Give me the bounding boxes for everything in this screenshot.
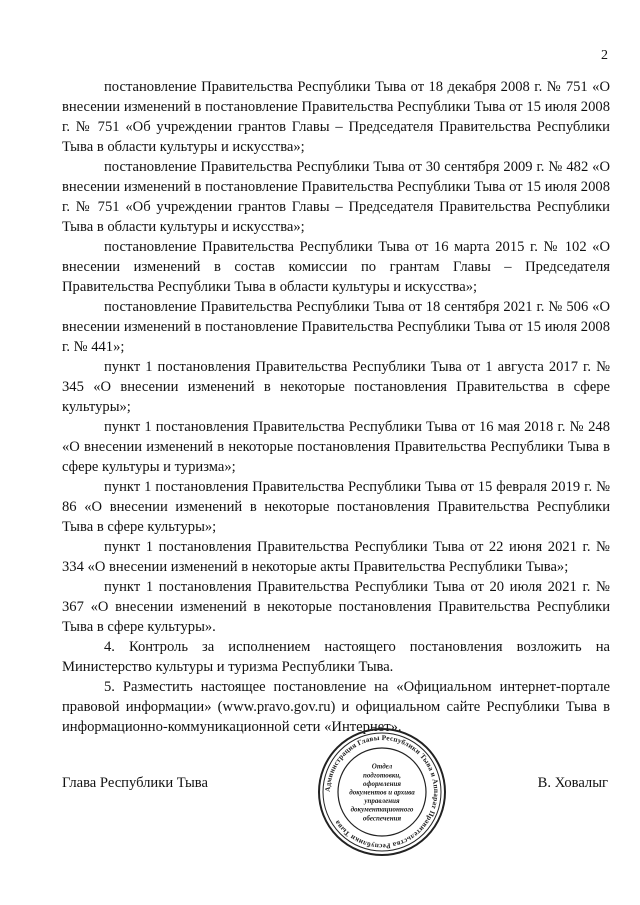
document-body	[62, 77, 610, 737]
paragraph: пункт 1 постановления Правительства Республики Тыва от 16 мая 2018 г. № 248 «О внесении изменений в некоторые постановления Правительства Республики Тыва в сфере культуры и туризма»;	[62, 419, 610, 475]
paragraph: пункт 1 постановления Правительства Республики Тыва от 22 июня 2021 г. № 334 «О внесении изменений в некоторые акты Правительства Республики Тыва»;	[62, 539, 610, 575]
seal-center-line: документов и архива	[349, 788, 415, 797]
signature-position: Глава Республики Тыва	[62, 775, 208, 791]
seal-center-line: управления	[364, 797, 400, 806]
seal-center-line: оформления	[362, 779, 402, 788]
svg-text:Администрация Главы Республики: Администрация Главы Республики Тыва и Аппарат Правительства Республики Тыва	[323, 733, 441, 851]
paragraph: 5. Разместить настоящее постановление на «Официальном интернет-портале правовой информации» (www.pravo.gov.ru) и официальном сайте Республики Тыва в информационно-коммуникационной сети «Интернет».	[62, 679, 610, 735]
paragraph: постановление Правительства Республики Тыва от 18 декабря 2008 г. № 751 «О внесении изменений в постановление Правительства Республики Тыва от 15 июля 2008 г. № 751 «Об учреждении грантов Главы – Председателя Правительства Республики Тыва в области культуры и искусства»;	[62, 79, 610, 155]
page-number: 2	[601, 48, 608, 63]
paragraph: постановление Правительства Республики Тыва от 16 марта 2015 г. № 102 «О внесении изменений в состав комиссии по грантам Главы – Председателя Правительства Республики Тыва в области культуры и искусства»;	[62, 239, 610, 295]
signature-name: В. Ховалыг	[537, 775, 608, 791]
seal-center-line: обеспечения	[362, 814, 402, 823]
paragraph: постановление Правительства Республики Тыва от 30 сентября 2009 г. № 482 «О внесении изменений в постановление Правительства Республики Тыва от 15 июля 2008 г. № 751 «Об учреждении грантов Главы – Председателя Правительства Республики Тыва в области культуры и искусства»;	[62, 159, 610, 235]
paragraph: 4. Контроль за исполнением настоящего постановления возложить на Министерство культуры и туризма Республики Тыва.	[62, 639, 610, 675]
paragraph: пункт 1 постановления Правительства Республики Тыва от 15 февраля 2019 г. № 86 «О внесении изменений в некоторые постановления Правительства Республики Тыва в сфере культуры»;	[62, 479, 610, 535]
seal-center-line: документационного	[350, 805, 414, 814]
official-seal-stamp	[316, 726, 448, 858]
seal-center-line: Отдел	[371, 762, 393, 771]
paragraph: пункт 1 постановления Правительства Республики Тыва от 1 августа 2017 г. № 345 «О внесении изменений в некоторые постановления Правительства в сфере культуры»;	[62, 359, 610, 415]
paragraph: постановление Правительства Республики Тыва от 18 сентября 2021 г. № 506 «О внесении изменений в постановление Правительства Республики Тыва от 15 июля 2008 г. № 441»;	[62, 299, 610, 355]
paragraph: пункт 1 постановления Правительства Республики Тыва от 20 июля 2021 г. № 367 «О внесении изменений в некоторые постановления Правительства Республики Тыва в сфере культуры».	[62, 579, 610, 635]
seal-center-line: подготовки,	[362, 771, 402, 780]
